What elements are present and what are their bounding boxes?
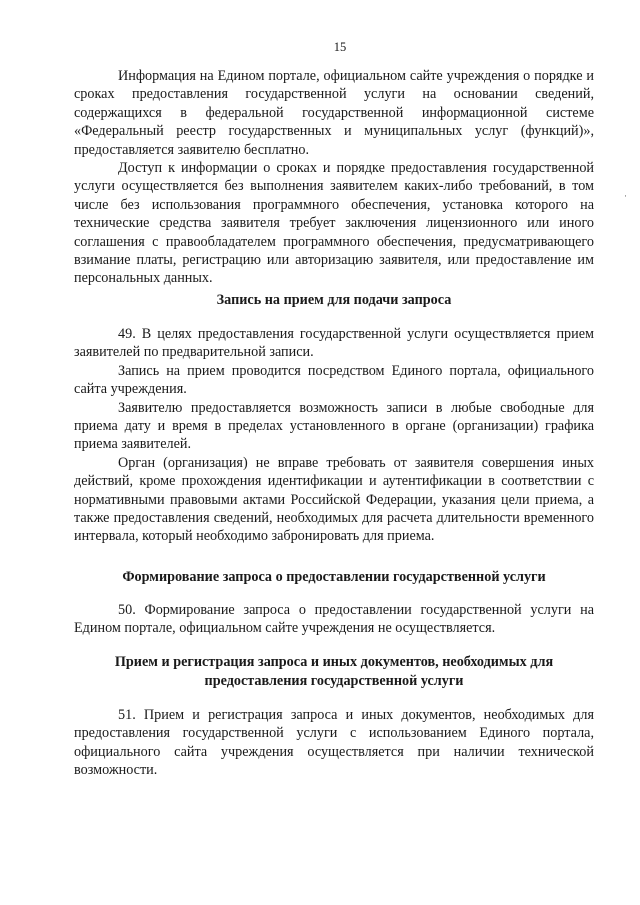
heading-registration-line2: предоставления государственной услуги <box>204 673 464 689</box>
heading-registration-line1: Прием и регистрация запроса и иных документов, необходимых для <box>114 654 554 670</box>
heading-registration <box>74 653 594 691</box>
page-number: 15 <box>333 40 347 54</box>
forming-block <box>74 601 594 638</box>
paragraph-51: 51. Прием и регистрация запроса и иных документов, необходимых для предоставления государственной услуги с использованием Единого портала, официального сайта учреждения осуществляется при наличии технической возможности. <box>74 707 594 779</box>
paragraph-49: 49. В целях предоставления государственной услуги осуществляется прием заявителей по предварительной записи. <box>74 326 594 361</box>
margin-mark: · <box>624 191 627 201</box>
heading-booking: Запись на прием для подачи запроса <box>216 292 452 308</box>
registration-block <box>74 706 594 780</box>
paragraph-booking-restrictions: Орган (организация) не вправе требовать от заявителя совершения иных действий, кроме прохождения идентификации и аутентификации в соответствии с нормативными правовыми актами Российской Федерации, указания цели приема, а также предоставления сведений, необходимых для расчета длительности временного интервала, который необходимо забронировать для приема. <box>74 454 594 545</box>
heading-forming: Формирование запроса о предоставлении государственной услуги <box>122 569 546 585</box>
paragraph-info-availability: Информация на Едином портале, официальном сайте учреждения о порядке и сроках предоставления государственной услуги на основании сведений, содержащихся в федеральной государственной информационной системе «Федеральный реестр государственных и муниципальных услуг (функций)», предоставляется заявителю бесплатно. <box>74 68 594 158</box>
paragraph-50: 50. Формирование запроса о предоставлении государственной услуги на Едином портале, официальном сайте учреждения не осуществляется. <box>74 602 594 637</box>
intro-block <box>74 67 594 288</box>
paragraph-access-conditions: Доступ к информации о сроках и порядке предоставления государственной услуги осуществляется без выполнения заявителем каких-либо требований, в том числе без использования программного обеспечения, установка которого на технические средства заявителя требует заключения лицензионного или иного соглашения с правообладателем программного обеспечения, предусматривающего взимание платы, регистрацию или авторизацию заявителя, или предоставление им персональных данных. <box>74 160 594 287</box>
paragraph-booking-channel: Запись на прием проводится посредством Единого портала, официального сайта учреждения. <box>74 362 594 398</box>
booking-block <box>74 325 594 546</box>
paragraph-booking-slots: Заявителю предоставляется возможность записи в любые свободные для приема дату и время в пределах установленного в органе (организации) графика приема заявителей. <box>74 399 594 453</box>
